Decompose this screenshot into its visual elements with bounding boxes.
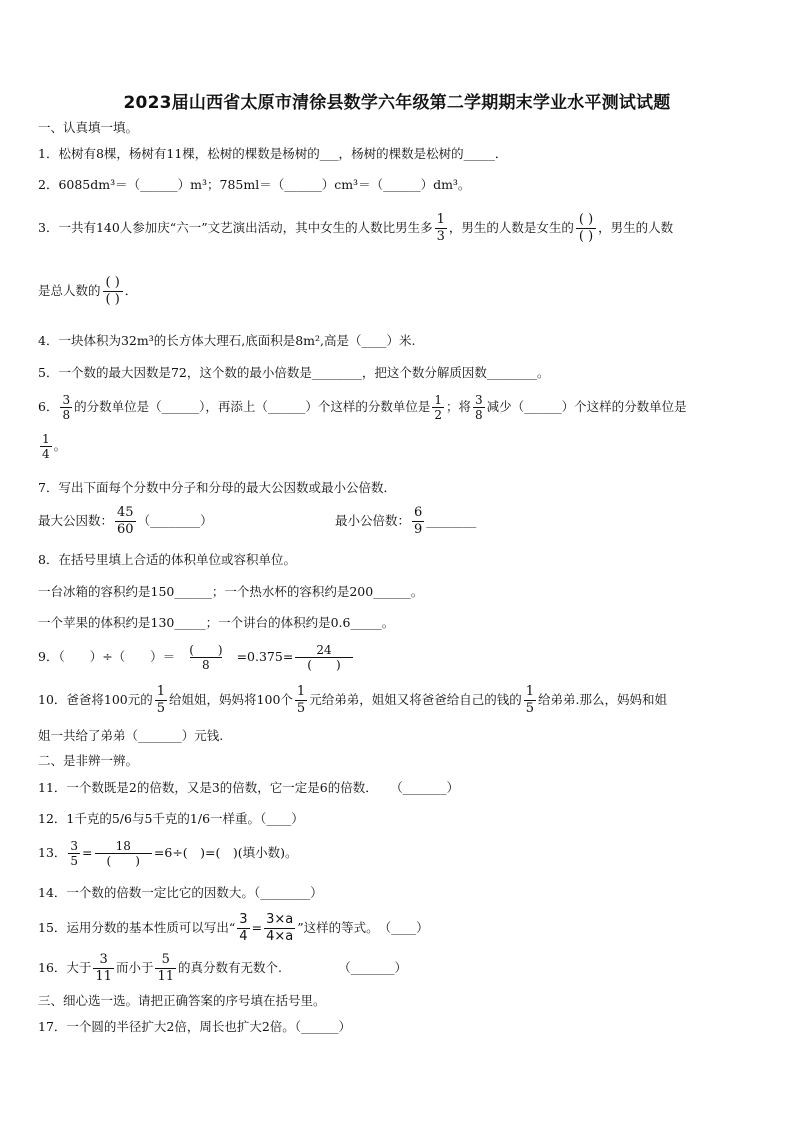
fraction: $\frac{3\times a}{4\times a}$ bbox=[266, 912, 294, 944]
fraction-blank: $\frac{18}{( )}$ bbox=[95, 839, 152, 868]
fraction-blank: $\frac{( )}{( )}$ bbox=[576, 212, 596, 245]
question-7: 7．写出下面每个分数中分子和分母的最大公因数或最小公倍数． bbox=[38, 480, 396, 495]
question-10-line-2: 姐一共给了弟弟（_______）元钱. bbox=[38, 728, 224, 743]
section-heading-1: 一、认真填一填。 bbox=[38, 120, 139, 135]
question-17: 17．一个圆的半径扩大2倍，周长也扩大2倍。（______） bbox=[38, 1019, 352, 1034]
question-11: 11．一个数既是2的倍数，又是3的倍数，它一定是6的倍数． （_______） bbox=[38, 780, 460, 795]
fraction: $\frac{6}{9}$ bbox=[414, 505, 423, 537]
question-7-gcd: 最大公因数： $\frac{45}{60}$ （________） bbox=[38, 505, 213, 537]
fraction-blank: $\frac{24}{( )}$ bbox=[295, 643, 352, 672]
fraction: $\frac{1}{3}$ bbox=[436, 212, 445, 244]
question-13: 13． $\frac{3}{5}$ = $\frac{18}{( )}$ =6÷( )=( )(填小数)。 bbox=[38, 839, 298, 868]
question-8-line-1: 一台冰箱的容积约是150______；一个热水杯的容积约是200______。 bbox=[38, 584, 424, 599]
fraction: $\frac{1}{5}$ bbox=[156, 684, 166, 716]
fraction: $\frac{1}{5}$ bbox=[525, 684, 534, 716]
fraction: $\frac{3}{5}$ bbox=[70, 839, 79, 868]
section-heading-3: 三、细心选一选。请把正确答案的序号填在括号里。 bbox=[38, 993, 326, 1008]
fraction: $\frac{1}{2}$ bbox=[434, 393, 442, 422]
question-3-line-1: 3．一共有140人参加庆“六一”文艺演出活动，其中女生的人数比男生多 $\frac{1}{3}$ ，男生的人数是女生的 $\frac{( )}{( )}$ ，男生的人数 bbox=[38, 212, 674, 244]
question-2: 2．6085dm³＝（______）m³；785ml＝（______）cm³＝（______）dm³。 bbox=[38, 177, 471, 192]
question-5: 5．一个数的最大因数是72，这个数的最小倍数是________，把这个数分解质因数________。 bbox=[38, 365, 550, 380]
question-12: 12．1千克的5/6与5千克的1/6一样重。（____） bbox=[38, 811, 304, 826]
question-8: 8．在括号里填上合适的体积单位或容积单位。 bbox=[38, 552, 296, 567]
fraction: $\frac{3}{11}$ bbox=[95, 952, 112, 984]
fraction: $\frac{45}{60}$ bbox=[117, 505, 134, 537]
question-4: 4．一块体积为32m³的长方体大理石,底面积是8m²,高是（____）米. bbox=[38, 333, 416, 348]
question-16: 16．大于 $\frac{3}{11}$ 而小于 $\frac{5}{11}$ 的真分数有无数个. （_______） bbox=[38, 952, 407, 984]
question-3-line-2: 是总人数的 $\frac{( )}{( )}$ ． bbox=[38, 275, 138, 307]
page-title: 2023届山西省太原市清徐县数学六年级第二学期期末学业水平测试试题 bbox=[123, 93, 671, 113]
section-heading-2: 二、是非辨一辨。 bbox=[38, 753, 139, 768]
fraction: $\frac{1}{5}$ bbox=[296, 684, 306, 716]
question-6-line-2: $\frac{1}{4}$ 。 bbox=[42, 432, 67, 461]
question-10-line-1: 10．爸爸将100元的 $\frac{1}{5}$ 给姐姐，妈妈将100个 $\frac{1}{5}$ 元给弟弟，姐姐又将爸爸给自己的钱的 $\frac{1}{5}$ 给弟弟.那么，妈妈和姐 bbox=[38, 684, 667, 716]
question-1: 1．松树有8棵，杨树有11棵，松树的棵数是杨树的___，杨树的棵数是松树的_____． bbox=[38, 146, 508, 161]
question-7-lcm: 最小公倍数： $\frac{6}{9}$ ________ bbox=[335, 505, 477, 537]
fraction-blank: $\frac{( )}{8}$ bbox=[189, 643, 223, 672]
fraction: $\frac{3}{4}$ bbox=[239, 912, 248, 944]
question-8-line-2: 一个苹果的体积约是130_____；一个讲台的体积约是0.6_____。 bbox=[38, 615, 395, 630]
fraction: $\frac{1}{4}$ bbox=[42, 432, 50, 461]
fraction: $\frac{5}{11}$ bbox=[157, 952, 175, 984]
question-15: 15．运用分数的基本性质可以写出“ $\frac{3}{4}$ = $\frac{3\times a}{4\times a}$ ”这样的等式。 （____） bbox=[38, 912, 429, 944]
question-6-line-1: 6． $\frac{3}{8}$ 的分数单位是（______），再添上（______）个这样的分数单位是 $\frac{1}{2}$ ；将 $\frac{3}{8}$ 减少（______）个这样的分数单位是 bbox=[38, 393, 687, 422]
fraction-blank: $\frac{( )}{( )}$ bbox=[103, 275, 123, 308]
fraction: $\frac{3}{8}$ bbox=[62, 393, 71, 422]
question-14: 14．一个数的倍数一定比它的因数大。（________） bbox=[38, 885, 323, 900]
fraction: $\frac{3}{8}$ bbox=[475, 393, 483, 422]
question-9: 9．（ ）÷（ ）＝ $\frac{( )}{8}$ =0.375= $\frac{24}{( )}$ bbox=[38, 643, 758, 672]
